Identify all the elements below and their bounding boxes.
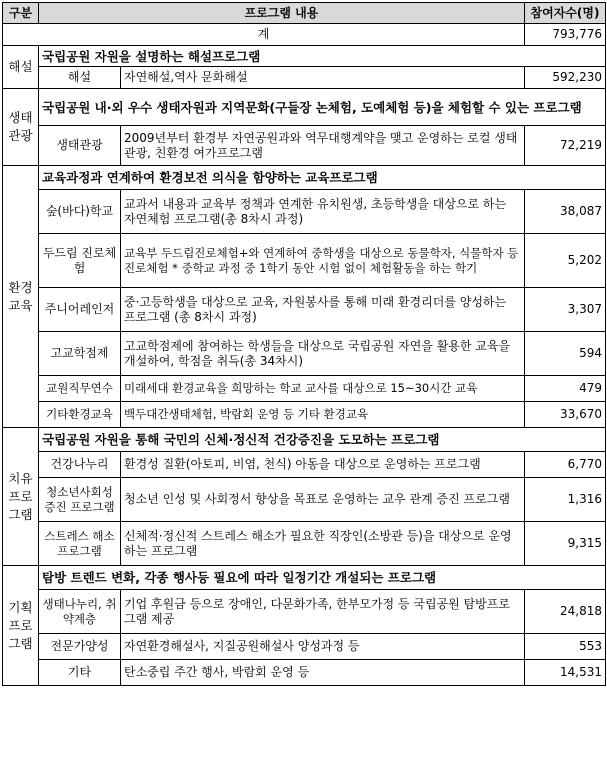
participant-count: 479 [525,376,606,402]
program-name: 숲(바다)학교 [39,190,121,234]
program-name: 건강나누리 [39,452,121,478]
table-header-row [3,3,606,24]
table-row [3,234,606,288]
table-row [3,590,606,634]
program-name: 두드림 진로체험 [39,234,121,288]
program-name: 기타환경교육 [39,402,121,428]
program-desc: 청소년 인성 및 사회정서 향상을 목표로 운영하는 교우 관계 증진 프로그램 [121,478,525,522]
group-category: 해설 [3,46,39,89]
group-category: 환경 교육 [3,166,39,428]
participant-count: 1,316 [525,478,606,522]
program-name: 고교학점제 [39,332,121,376]
program-desc: 2009년부터 환경부 자연공원과와 역무대행계약을 맺고 운영하는 로컬 생태관광, 친환경 여가프로그램 [121,126,525,166]
program-name: 해설 [39,67,121,89]
participant-count: 9,315 [525,522,606,566]
participant-count: 553 [525,634,606,660]
group-category: 생태 관광 [3,89,39,166]
total-row [3,24,606,46]
table-row [3,376,606,402]
program-desc: 미래세대 환경교육을 희망하는 학교 교사를 대상으로 15~30시간 교육 [121,376,525,402]
program-table [2,2,606,686]
program-desc: 자연해설,역사 문화해설 [121,67,525,89]
participant-count: 594 [525,332,606,376]
participant-count: 6,770 [525,452,606,478]
group-title-row [3,166,606,190]
table-row [3,288,606,332]
program-name: 생태나누리, 취약계층 [39,590,121,634]
program-name: 청소년사회성 증진 프로그램 [39,478,121,522]
table-row [3,126,606,166]
header-participants: 참여자수(명) [525,3,606,24]
header-category: 구분 [3,3,39,24]
program-name: 스트레스 해소프로그램 [39,522,121,566]
group-title-row [3,46,606,67]
group-title: 국립공원 자원을 설명하는 해설프로그램 [39,46,606,67]
participant-count: 33,670 [525,402,606,428]
group-title: 국립공원 자원을 통해 국민의 신체·정신적 건강증진을 도모하는 프로그램 [39,428,606,452]
participant-count: 592,230 [525,67,606,89]
participant-count: 5,202 [525,234,606,288]
program-name: 주니어레인저 [39,288,121,332]
group-title: 탐방 트렌드 변화, 각종 행사등 필요에 따라 일정기간 개설되는 프로그램 [39,566,606,590]
program-desc: 고교학점제에 참여하는 학생들을 대상으로 국립공원 자연을 활용한 교육을 개설하여, 학점을 취득(총 34차시) [121,332,525,376]
program-desc: 탄소중립 주간 행사, 박람회 운영 등 [121,660,525,686]
table-row [3,190,606,234]
program-desc: 기업 후원금 등으로 장애인, 다문화가족, 한부모가정 등 국립공원 탐방프로그램 제공 [121,590,525,634]
program-desc: 백두대간생태체험, 박람회 운영 등 기타 환경교육 [121,402,525,428]
program-desc: 환경성 질환(아토피, 비염, 천식) 아동을 대상으로 운영하는 프로그램 [121,452,525,478]
participant-count: 14,531 [525,660,606,686]
group-category: 기획 프로 그램 [3,566,39,686]
group-title-row [3,566,606,590]
group-category: 치유 프로 그램 [3,428,39,566]
program-desc: 자연환경해설사, 지질공원해설사 양성과정 등 [121,634,525,660]
group-title-row [3,428,606,452]
table-row [3,332,606,376]
table-row [3,402,606,428]
program-name: 교원직무연수 [39,376,121,402]
table-row [3,660,606,686]
participant-count: 24,818 [525,590,606,634]
program-name: 생태관광 [39,126,121,166]
group-title-row [3,89,606,126]
table-row [3,452,606,478]
group-title: 교육과정과 연계하여 환경보전 의식을 함양하는 교육프로그램 [39,166,606,190]
program-name: 기타 [39,660,121,686]
program-desc: 중·고등학생을 대상으로 교육, 자원봉사를 통해 미래 환경리더를 양성하는 프로그램 (총 8차시 과정) [121,288,525,332]
program-name: 전문가양성 [39,634,121,660]
program-desc: 교과서 내용과 교육부 정책과 연계한 유치원생, 초등학생을 대상으로 하는 자연체험 프로그램(총 8차시 과정) [121,190,525,234]
table-row [3,67,606,89]
program-desc: 신체적·정신적 스트레스 해소가 필요한 직장인(소방관 등)을 대상으로 운영하는 프로그램 [121,522,525,566]
table-row [3,522,606,566]
table-row [3,478,606,522]
participant-count: 38,087 [525,190,606,234]
header-program: 프로그램 내용 [39,3,525,24]
participant-count: 72,219 [525,126,606,166]
group-title: 국립공원 내·외 우수 생태자원과 지역문화(구들장 논체험, 도예체험 등)을 체험할 수 있는 프로그램 [39,89,606,126]
program-desc: 교육부 두드림진로체험+와 연계하여 중학생을 대상으로 동물학자, 식물학자 등 진로체험 * 중학교 과정 중 1학기 동안 시험 없이 체험활동을 하는 학기 [121,234,525,288]
total-label: 계 [3,24,525,46]
table-row [3,634,606,660]
total-value: 793,776 [525,24,606,46]
participant-count: 3,307 [525,288,606,332]
